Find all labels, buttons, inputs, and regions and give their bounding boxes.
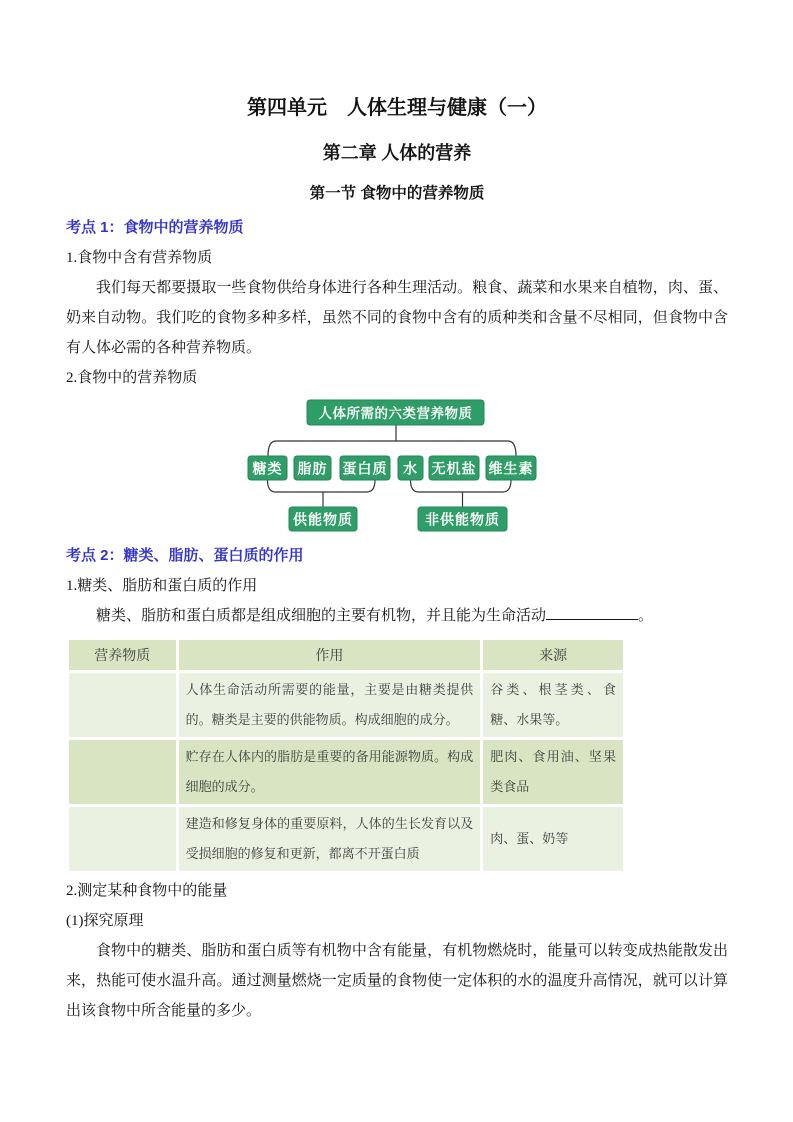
- nutrient-cell: [69, 807, 176, 871]
- connector-top-bracket: [268, 441, 516, 456]
- table-header-row: [69, 640, 623, 670]
- source-cell: 肥肉、食用油、坚果类食品: [483, 740, 623, 804]
- source-cell: 谷类、根茎类、食糖、水果等。: [483, 673, 623, 737]
- table-row: [69, 807, 623, 871]
- nutrient-label-fats: 脂肪: [297, 460, 328, 477]
- sentence-after-blank: 。: [638, 608, 654, 624]
- kaodian1-item1-title: 1.食物中含有营养物质: [66, 250, 213, 266]
- nutrient-label-sugars: 糖类: [252, 460, 283, 477]
- group-label-non-energy: 非供能物质: [425, 511, 500, 528]
- connector-left-bracket: [268, 480, 376, 492]
- header-source: 来源: [483, 640, 623, 670]
- unit-title: 第四单元 人体生理与健康（一）: [247, 97, 547, 119]
- section-title: 第一节 食物中的营养物质: [309, 185, 485, 202]
- header-nutrient: 营养物质: [69, 640, 176, 670]
- section2-sub1-paragraph: 食物中的糖类、脂肪和蛋白质等有机物中含有能量，有机物燃烧时，能量可以转变成热能散发出来，热能可使水温升高。通过测量燃烧一定质量的食物使一定体积的水的温度升高情况，就可以计算出该食物中所含能量的多少。: [66, 943, 728, 1019]
- group-label-energy: 供能物质: [293, 511, 353, 528]
- nutrient-label-proteins: 蛋白质: [342, 460, 388, 477]
- action-cell: 贮存在人体内的脂肪是重要的备用能源物质。构成细胞的成分。: [179, 740, 481, 804]
- table-row: [69, 740, 623, 804]
- nutrients-flowchart: [66, 397, 728, 535]
- source-cell: 肉、蛋、奶等: [483, 807, 623, 871]
- nutrient-label-water: 水: [403, 460, 418, 477]
- sentence-before-blank: 糖类、脂肪和蛋白质都是组成细胞的主要有机物，并且能为生命活动: [96, 608, 547, 624]
- connector-right-bracket: [411, 480, 512, 492]
- kaodian1-item1-paragraph: 我们每天都要摄取一些食物供给身体进行各种生理活动。粮食、蔬菜和水果来自植物，肉、蛋、奶来自动物。我们吃的食物多种多样，虽然不同的食物中含有的质种类和含量不尽相同，但食物中含有人体必需的各种营养物质。: [66, 280, 728, 356]
- action-cell: 人体生命活动所需要的能量，主要是由糖类提供的。糖类是主要的供能物质。构成细胞的成分。: [179, 673, 481, 737]
- action-cell: 建造和修复身体的重要原料，人体的生长发育以及受损细胞的修复和更新，都离不开蛋白质: [179, 807, 481, 871]
- table-row: [69, 673, 623, 737]
- kaodian1-item2-title: 2.食物中的营养物质: [66, 370, 198, 386]
- chapter-title: 第二章 人体的营养: [322, 143, 472, 163]
- section2-item2-title: 2.测定某种食物中的能量: [66, 883, 228, 899]
- header-action: 作用: [179, 640, 481, 670]
- nutrients-table: [66, 637, 626, 874]
- kaodian2-heading: 考点 2：糖类、脂肪、蛋白质的作用: [66, 547, 304, 564]
- nutrient-cell: [69, 673, 176, 737]
- nutrient-label-vitamins: 维生素: [488, 460, 534, 477]
- section2-sub1-title: (1)探究原理: [66, 913, 144, 929]
- kaodian1-heading: 考点 1：食物中的营养物质: [66, 219, 244, 236]
- root-box-label: 人体所需的六类营养物质: [318, 406, 473, 421]
- kaodian2-sentence: [66, 601, 728, 631]
- kaodian2-item1-title: 1.糖类、脂肪和蛋白质的作用: [66, 578, 258, 594]
- nutrient-label-minerals: 无机盐: [431, 460, 477, 477]
- fill-in-blank: [546, 604, 638, 620]
- nutrient-cell: [69, 740, 176, 804]
